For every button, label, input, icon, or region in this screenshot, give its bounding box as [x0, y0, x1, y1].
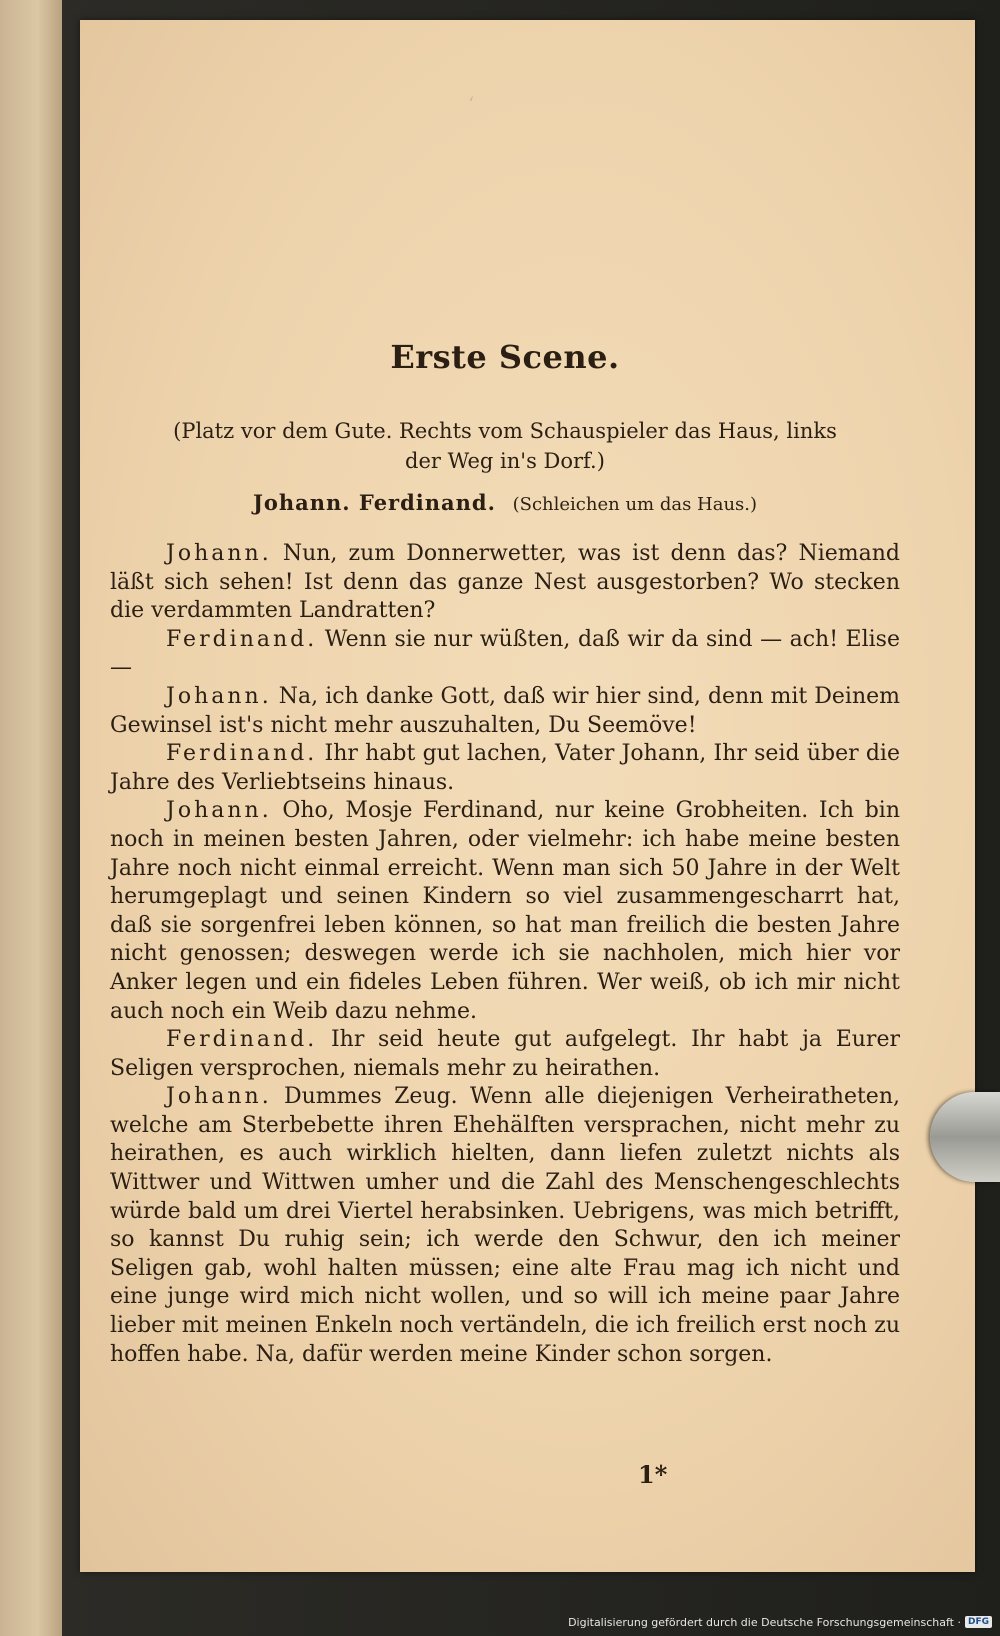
speech	[110, 683, 900, 740]
speech	[110, 1026, 900, 1083]
speaker-name: Johann.	[166, 541, 272, 566]
page-top-mark: ‘	[468, 92, 475, 116]
speech-text: Oho, Mosje Ferdinand, nur keine Grobheiten. Ich bin noch in meinen besten Jahren, oder vielmehr: ich habe meine besten Jahre noch nicht einmal erreicht. Wenn man sich 50 Jahre in der Welt herumgeplagt und seinen Kindern so viel zusammengescharrt hat, daß sie sorgenfrei leben können, so hat man freilich die besten Jahre nicht genossen; deswegen werde ich sie nachholen, mich hier vor Anker legen und ein fideles Leben führen. Wer weiß, ob ich mir nicht auch noch ein Weib dazu nehme.	[110, 798, 901, 1024]
speaker-name: Ferdinand.	[166, 741, 318, 767]
speech-text: Na, ich danke Gott, daß wir hier sind, denn mit Deinem Gewinsel ist's nicht mehr auszuhalten, Du Seemöve!	[110, 683, 901, 738]
speech	[110, 626, 900, 683]
dialogue	[110, 540, 900, 1369]
book-page	[80, 20, 975, 1572]
speaker-name: Ferdinand.	[166, 1027, 318, 1053]
page-number: 1*	[638, 1460, 668, 1489]
speech	[110, 1083, 900, 1369]
speech-text: Dummes Zeug. Wenn alle diejenigen Verheiratheten, welche am Sterbebette ihren Ehehälften versprachen, nicht mehr zu heirathen, es auch wirklich hielten, dann liefen zuletzt nichts als Wittwer und Wittwen umher und die Zahl des Menschengeschlechts würde bald um drei Viertel herabsinken. Uebrigens, was mich betrifft, so kannst Du ruhig sein; ich werde den Schwur, den ich meiner Seligen gab, wohl halten müssen; eine alte Frau mag ich nicht und eine junge wird mich nicht wollen, und so will ich meine paar Jahre lieber mit meinen Enkeln noch vertändeln, die ich freilich erst noch zu hoffen habe. Na, dafür werden meine Kinder schon sorgen.	[110, 1084, 901, 1367]
dfg-logo: DFG	[965, 1616, 992, 1628]
character-stage-note: (Schleichen um das Haus.)	[512, 494, 758, 515]
stage-direction	[110, 416, 900, 476]
stage-direction-line: (Platz vor dem Gute. Rechts vom Schauspieler das Haus, links	[173, 419, 837, 443]
character-names: Johann. Ferdinand.	[252, 490, 496, 515]
speech-text: Wenn sie nur wüßten, daß wir da sind — ach! Elise —	[110, 626, 900, 681]
scene-title: Erste Scene.	[390, 338, 620, 376]
speaker-name: Johann.	[166, 1084, 272, 1110]
speech	[110, 740, 900, 797]
speech	[110, 797, 900, 1026]
speech-text: Ihr seid heute gut aufgelegt. Ihr habt ja Eurer Seligen versprochen, niemals mehr zu heirathen.	[110, 1027, 900, 1081]
speech-text: Ihr habt gut lachen, Vater Johann, Ihr seid über die Jahre des Verliebtseins hinaus.	[110, 741, 900, 795]
speech-text: Nun, zum Donnerwetter, was ist denn das? Niemand läßt sich sehen! Ist denn das ganze Nest ausgestorben? Wo stecken die verdammten Landratten?	[110, 541, 900, 624]
speaker-name: Johann.	[166, 683, 272, 709]
footer-text: Digitalisierung gefördert durch die Deutsche Forschungsgemeinschaft ·	[568, 1615, 961, 1629]
previous-page-edge	[0, 0, 62, 1636]
speech	[110, 540, 900, 626]
digitization-footer	[568, 1612, 992, 1632]
speaker-name: Johann.	[166, 798, 272, 824]
character-list	[110, 490, 900, 515]
stage-direction-line: der Weg in's Dorf.)	[405, 449, 605, 473]
speaker-name: Ferdinand.	[166, 626, 318, 652]
